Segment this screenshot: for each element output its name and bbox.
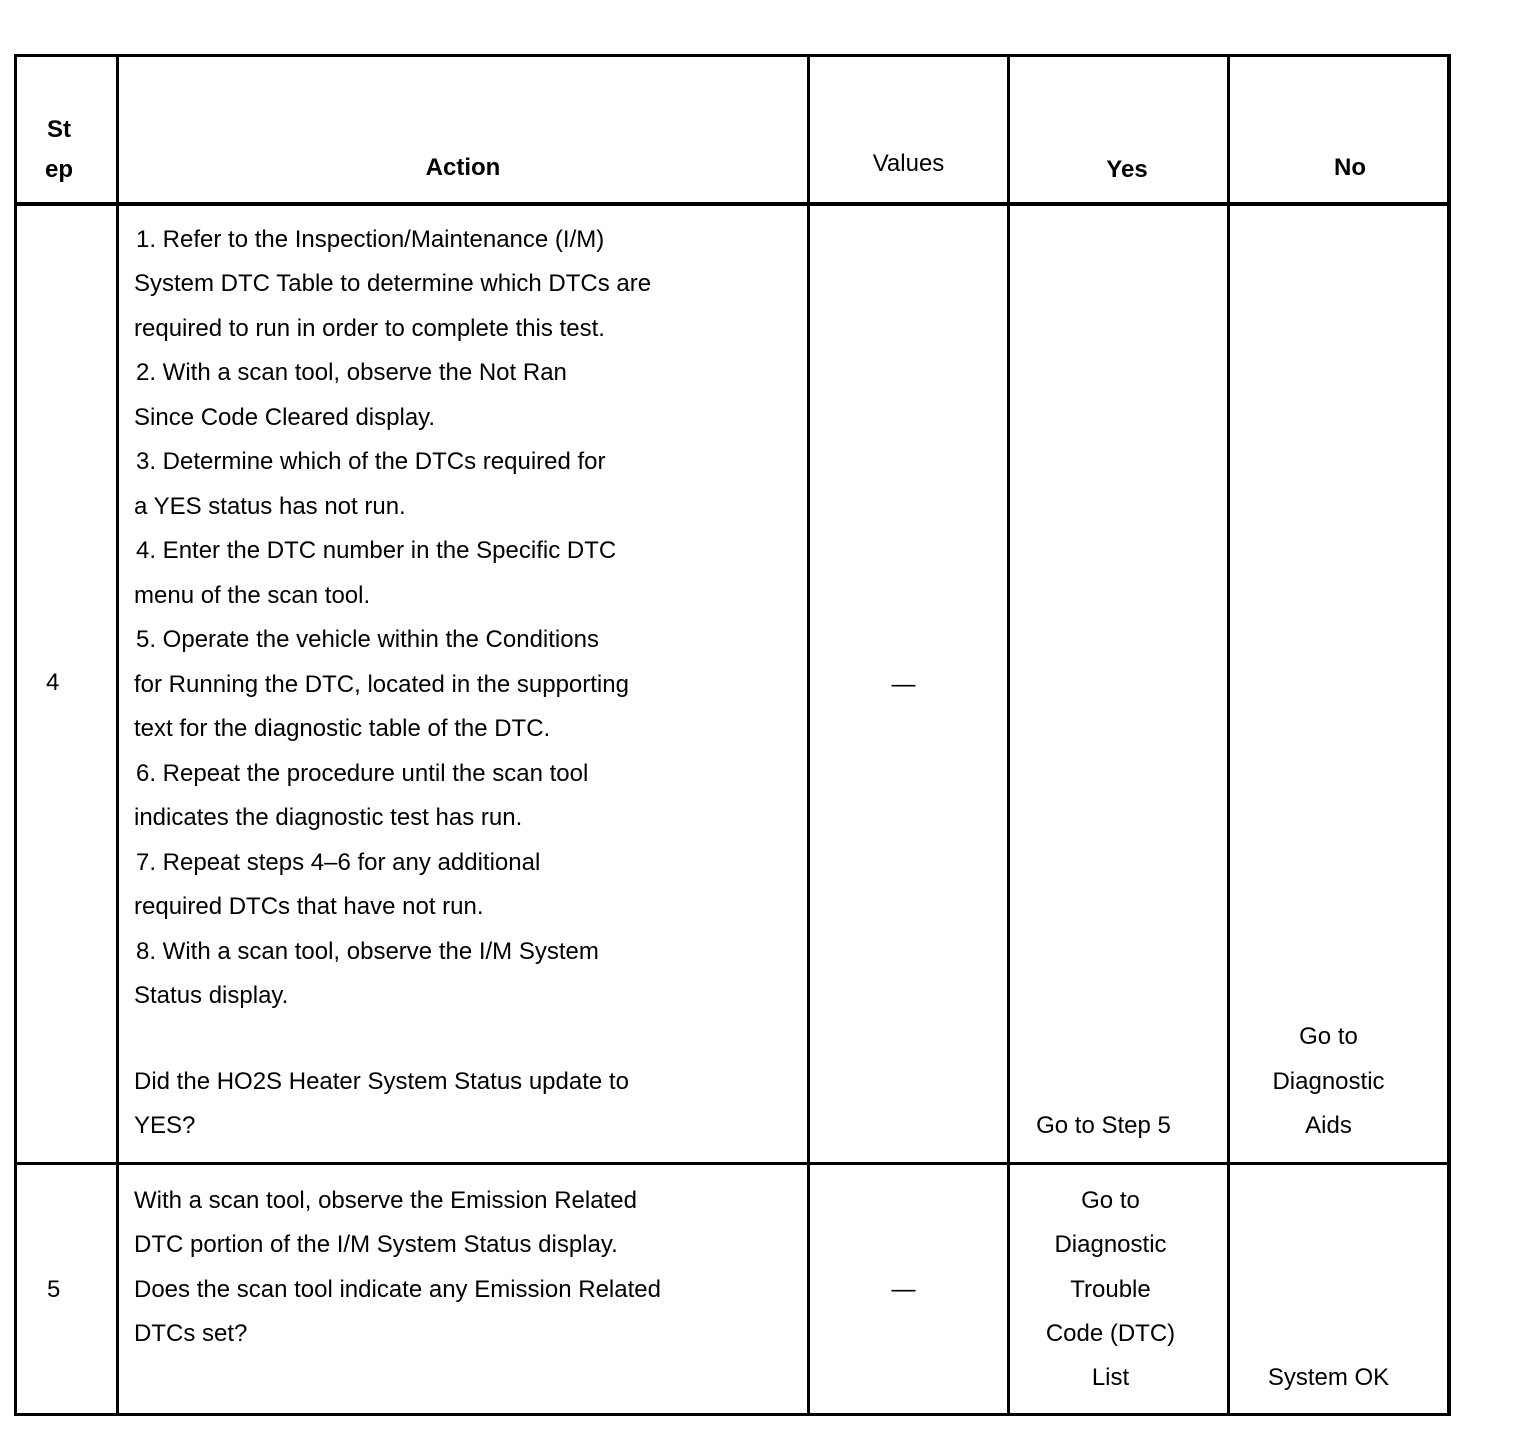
header-step-line1: St <box>47 116 71 143</box>
action-line: 4. Enter the DTC number in the Specific DTC <box>136 537 617 564</box>
no-line: Aids <box>1305 1112 1352 1139</box>
action-line: for Running the DTC, located in the supporting <box>134 671 629 698</box>
action-line: Status display. <box>134 982 289 1009</box>
table-left-border <box>14 54 17 1416</box>
yes-line: Code (DTC) <box>1045 1320 1176 1347</box>
yes-line: Diagnostic <box>1054 1231 1167 1258</box>
action-line: 7. Repeat steps 4–6 for any additional <box>136 849 541 876</box>
action-line: 5. Operate the vehicle within the Conditions <box>136 626 599 653</box>
no-line: Diagnostic <box>1272 1068 1385 1095</box>
question-line: YES? <box>134 1112 196 1139</box>
action-line: System DTC Table to determine which DTCs are <box>134 270 652 297</box>
action-line: With a scan tool, observe the Emission Related <box>134 1187 637 1214</box>
action-line: DTC portion of the I/M System Status display. <box>134 1231 618 1258</box>
table-right-border <box>1447 54 1451 1416</box>
step-number: 5 <box>47 1276 61 1303</box>
row-divider <box>14 1162 1451 1165</box>
no-line: Go to <box>1299 1023 1358 1050</box>
action-line: DTCs set? <box>134 1320 248 1347</box>
no-line: System OK <box>1267 1364 1390 1391</box>
action-line: required DTCs that have not run. <box>134 893 484 920</box>
action-line: menu of the scan tool. <box>134 582 371 609</box>
column-divider-step <box>116 54 119 1416</box>
step-number: 4 <box>46 669 60 696</box>
header-bottom-border <box>14 202 1451 206</box>
action-line: indicates the diagnostic test has run. <box>134 804 523 831</box>
values-cell: — <box>891 1276 916 1303</box>
action-line: text for the diagnostic table of the DTC. <box>134 715 551 742</box>
action-line: 1. Refer to the Inspection/Maintenance (I/M) <box>136 226 605 253</box>
yes-line: Go to <box>1081 1187 1140 1214</box>
table-bottom-border <box>14 1413 1451 1416</box>
action-line: 6. Repeat the procedure until the scan tool <box>136 760 589 787</box>
action-line: a YES status has not run. <box>134 493 406 520</box>
question-line: Did the HO2S Heater System Status update to <box>134 1068 629 1095</box>
column-divider-yes <box>1227 54 1230 1416</box>
table-top-border <box>14 54 1451 57</box>
header-action: Action <box>425 154 501 181</box>
yes-line: List <box>1091 1364 1130 1391</box>
values-cell: — <box>891 671 916 698</box>
yes-line: Trouble <box>1070 1276 1151 1303</box>
action-line: 8. With a scan tool, observe the I/M System <box>136 938 599 965</box>
header-values: Values <box>872 150 945 177</box>
action-line: Since Code Cleared display. <box>134 404 436 431</box>
column-divider-action <box>807 54 810 1416</box>
action-line: 2. With a scan tool, observe the Not Ran <box>136 359 567 386</box>
action-line: 3. Determine which of the DTCs required for <box>136 448 606 475</box>
header-yes: Yes <box>1106 156 1148 183</box>
action-line: Does the scan tool indicate any Emission Related <box>134 1276 661 1303</box>
yes-line: Go to Step 5 <box>1036 1112 1171 1139</box>
header-step-line2: ep <box>45 156 74 183</box>
header-no: No <box>1334 154 1366 181</box>
action-line: required to run in order to complete this test. <box>134 315 605 342</box>
